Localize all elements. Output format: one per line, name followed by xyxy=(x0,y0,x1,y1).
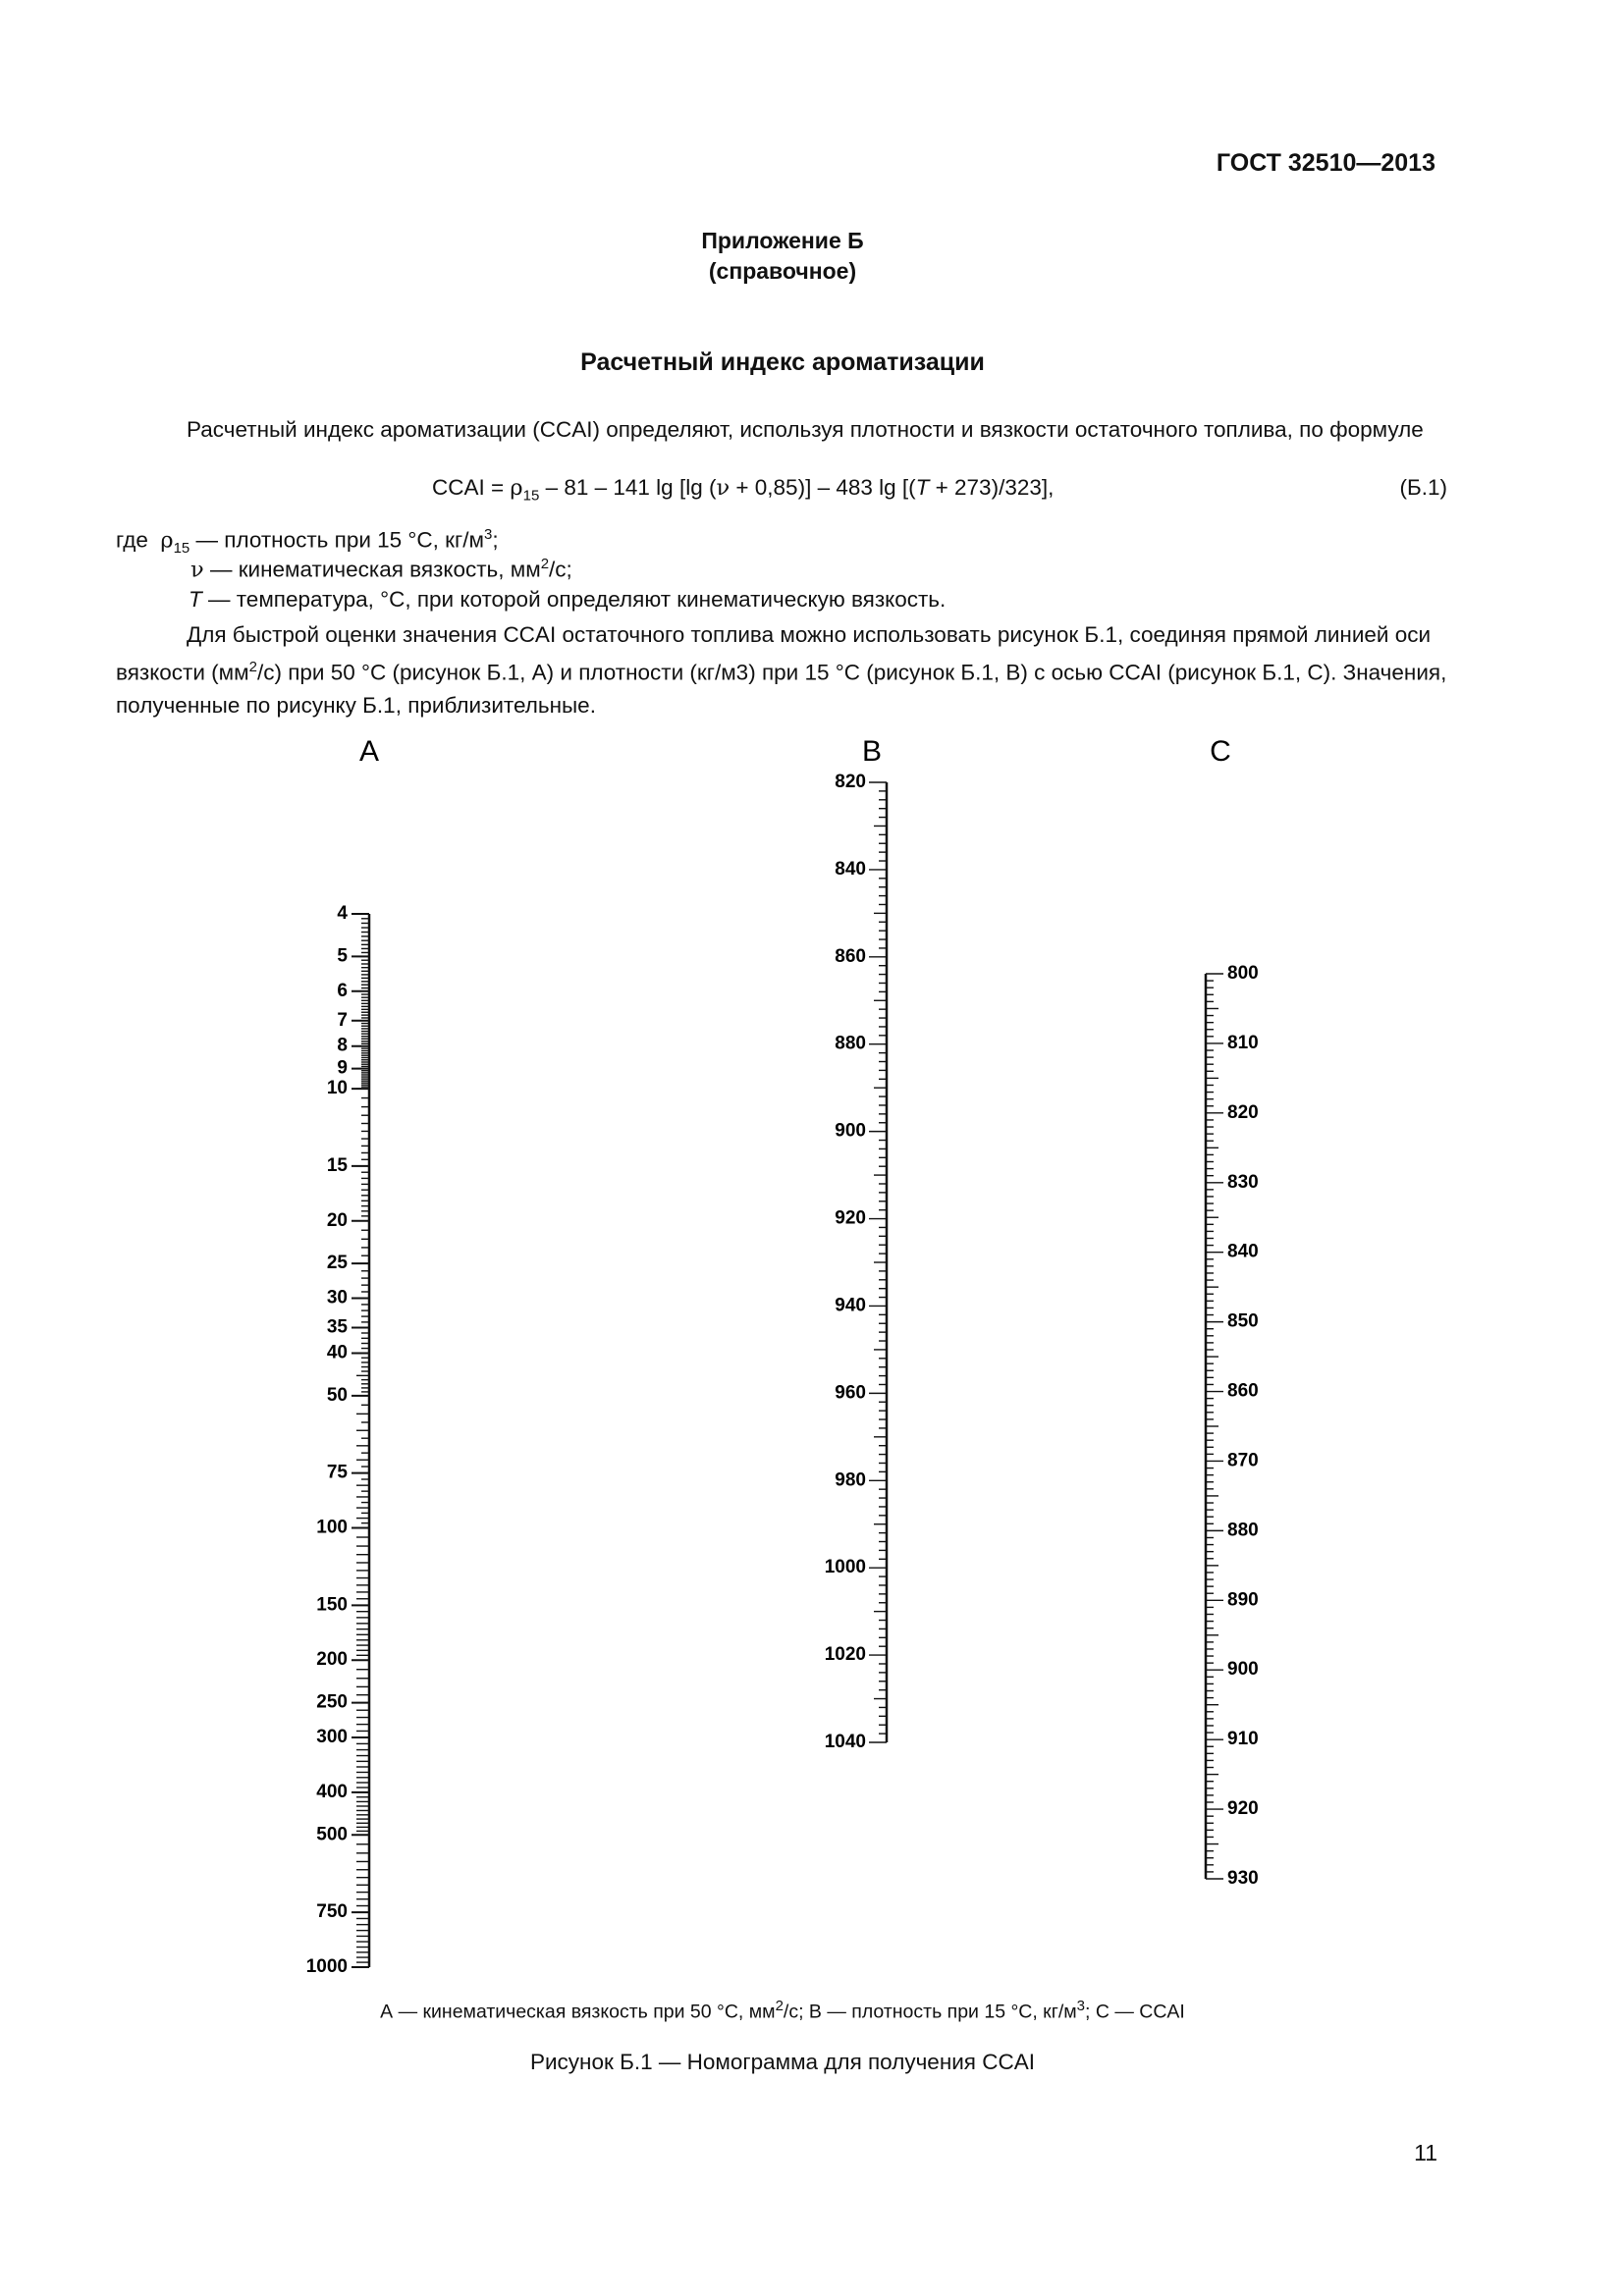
axis-a-label: 1000 xyxy=(305,1956,348,1978)
axis-c-label: 800 xyxy=(1227,963,1259,985)
axis-a-label: 150 xyxy=(316,1594,348,1616)
axis-b-label: 860 xyxy=(835,945,866,967)
axis-b-letter: B xyxy=(861,735,883,768)
axis-b-label: 980 xyxy=(835,1469,866,1491)
axis-b-label: 840 xyxy=(835,858,866,880)
axis-c-label: 820 xyxy=(1227,1101,1259,1123)
appendix-subtitle: (справочное) xyxy=(708,258,857,284)
axis-a-label: 9 xyxy=(337,1057,348,1079)
section-title: Расчетный индекс ароматизации xyxy=(580,348,985,376)
page-number: 11 xyxy=(1414,2140,1437,2165)
axis-a-viscosity-scale xyxy=(306,903,369,1977)
figure-legend: А — кинематическая вязкость при 50 °С, $мм^2/с$; В — плотность при 15 °С, $кг/м^3$; С — CCAI xyxy=(380,1998,1185,2023)
axis-a-label: 30 xyxy=(326,1287,348,1308)
axis-a-letter: A xyxy=(358,735,380,768)
axis-a-label: 5 xyxy=(337,945,348,967)
axis-c-label: 870 xyxy=(1227,1450,1259,1471)
intro-paragraph: Расчетный индекс ароматизации (CCAI) определяют, используя плотности и вязкости остаточного топлива, по формуле xyxy=(187,417,1424,442)
axis-b-label: 940 xyxy=(835,1295,866,1316)
axis-a-label: 50 xyxy=(326,1384,348,1406)
axis-c-label: 810 xyxy=(1227,1032,1259,1053)
axis-a-label: 500 xyxy=(316,1824,348,1845)
where-rho-line: где $\rho_{15}$ — плотность при 15 °С, $кг/м^3$; xyxy=(116,526,499,557)
axis-c-label: 840 xyxy=(1227,1241,1259,1262)
axis-c-label: 880 xyxy=(1227,1520,1259,1541)
axis-a-label: 10 xyxy=(326,1078,348,1099)
axis-a-label: 750 xyxy=(316,1901,348,1923)
axis-b-label: 1020 xyxy=(824,1644,866,1666)
axis-a-label: 6 xyxy=(337,980,348,1001)
axis-a-label: 15 xyxy=(326,1154,348,1176)
axis-b-density-scale xyxy=(825,772,887,1752)
axis-c-label: 890 xyxy=(1227,1589,1259,1611)
axis-a-label: 250 xyxy=(316,1691,348,1713)
axis-b-label: 1040 xyxy=(824,1732,866,1753)
ccai-formula: CCAI = $\rho_{15} - 81 - 141$ lg [lg (ν + 0,85)] – 483 lg [(T + 273)/323], xyxy=(432,475,1055,505)
axis-a-label: 200 xyxy=(316,1649,348,1671)
axis-c-label: 910 xyxy=(1227,1729,1259,1750)
axis-c-label: 860 xyxy=(1227,1380,1259,1402)
axis-c-label: 830 xyxy=(1227,1171,1259,1193)
axis-a-label: 25 xyxy=(326,1253,348,1274)
where-nu-line: ν — кинематическая вязкость, $мм^2/с$; xyxy=(190,556,572,583)
axis-a-label: 20 xyxy=(326,1209,348,1231)
figure-title: Рисунок Б.1 — Номограмма для получения CCAI xyxy=(529,2050,1036,2074)
axis-b-label: 880 xyxy=(835,1033,866,1054)
axis-c-label: 850 xyxy=(1227,1310,1259,1332)
axis-b-label: 1000 xyxy=(824,1557,866,1578)
axis-a-label: 75 xyxy=(326,1462,348,1483)
standard-number: ГОСТ 32510—2013 xyxy=(1216,149,1435,177)
axis-a-label: 8 xyxy=(337,1035,348,1056)
axis-b-label: 900 xyxy=(835,1120,866,1142)
axis-a-label: 300 xyxy=(316,1727,348,1748)
axis-a-label: 35 xyxy=(326,1316,348,1338)
axis-c-label: 920 xyxy=(1227,1798,1259,1820)
axis-b-label: 820 xyxy=(835,772,866,793)
axis-c-label: 900 xyxy=(1227,1659,1259,1681)
axis-a-label: 4 xyxy=(337,903,348,925)
axis-a-label: 400 xyxy=(316,1781,348,1802)
formula-number: (Б.1) xyxy=(1399,475,1447,500)
where-t-line: T — температура, °С, при которой определяют кинематическую вязкость. xyxy=(189,587,947,612)
axis-c-label: 930 xyxy=(1227,1868,1259,1890)
axis-a-label: 40 xyxy=(326,1342,348,1363)
axis-c-letter: C xyxy=(1210,735,1231,768)
axis-a-label: 7 xyxy=(337,1009,348,1031)
axis-b-label: 960 xyxy=(835,1382,866,1404)
axis-b-label: 920 xyxy=(835,1207,866,1229)
appendix-title: Приложение Б xyxy=(701,228,864,253)
usage-paragraph: Для быстрой оценки значения CCAI остаточного топлива можно использовать рисунок Б.1, соединяя прямой линией оси вязкости $(мм^2/с)$ при 50 °С (рисунок Б.1, А) и плотности (кг/м3) при 15 °С (рисунок Б.1, В) с осью CCAI (рисунок Б.1, С). Значения, полученные по рисунку Б.1, приблизительные. xyxy=(116,622,1447,718)
axis-a-label: 100 xyxy=(316,1517,348,1538)
axis-c-ccai-scale xyxy=(1206,963,1259,1889)
